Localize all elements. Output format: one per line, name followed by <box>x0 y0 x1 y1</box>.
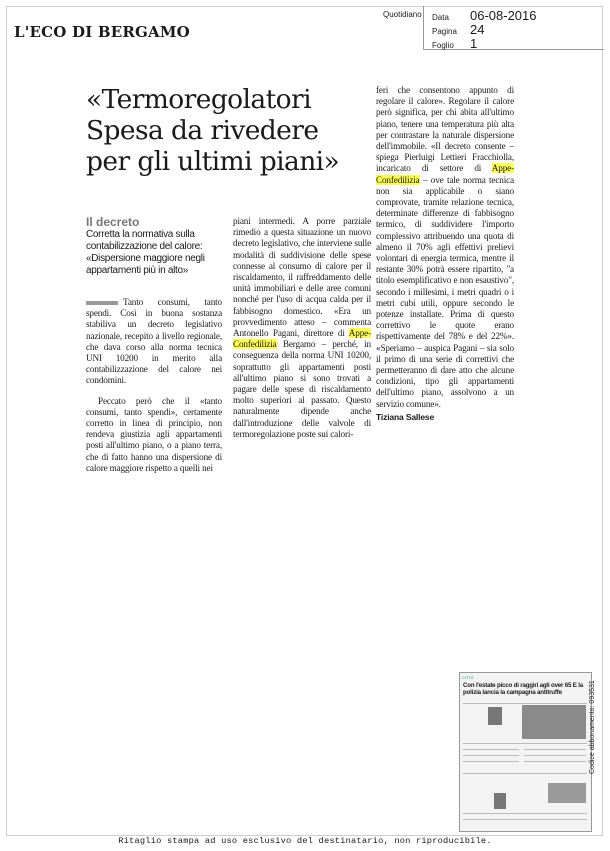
thumbnail-headline: Con l'estate picco di raggiri agli over 65 E la polizia lancia la campagna antitruffe <box>463 682 583 696</box>
footer-notice: Ritaglio stampa ad uso esclusivo del destinatario, non riproducibile. <box>118 836 492 846</box>
thumbnail-divider <box>524 761 586 762</box>
article-column-2 <box>233 216 371 440</box>
author-signature: Tiziana Sallese <box>376 411 435 422</box>
page-label: Pagina <box>432 27 457 36</box>
headline-line: «Termoregolatori <box>86 84 311 115</box>
page-thumbnail <box>459 672 592 832</box>
thumbnail-divider <box>463 749 519 750</box>
thumbnail-divider <box>524 749 586 750</box>
date-label: Data <box>432 13 449 22</box>
thumbnail-divider <box>463 819 587 820</box>
paragraph <box>86 297 222 387</box>
summary-line: «Dispersione maggiore negli <box>86 253 205 264</box>
subscription-code: Codice abbonamento: 093531 <box>589 680 596 774</box>
thumbnail-section-label: CITTÀ <box>462 675 474 680</box>
summary-line: contabilizzazione del calore: <box>86 241 203 252</box>
headline-line: Spesa da rivedere <box>86 115 319 146</box>
lead-rule <box>86 301 118 305</box>
headline-line: per gli ultimi piani» <box>86 146 340 177</box>
newspaper-masthead: L'ECO DI BERGAMO <box>14 23 190 41</box>
paragraph-text: Bergamo – perché, in conseguenza della norma UNI 10200, soprattutto gli appartamenti posti all'ultimo piano si sono trovati a pagare delle spese di riscaldamento molto superiori al passato. Questo naturalmente dipende anche dall'introduzione delle valvole di termoregolazione poste sui calori- <box>233 339 372 439</box>
thumbnail-divider <box>463 703 587 704</box>
sheet-label: Foglio <box>432 41 454 50</box>
thumbnail-photo <box>522 705 586 739</box>
thumbnail-divider <box>463 743 587 744</box>
article-column-1 <box>86 297 222 474</box>
thumbnail-photo <box>548 783 586 803</box>
article-column-3 <box>376 85 514 423</box>
article-headline <box>86 84 376 177</box>
paragraph-text: – ove tale norma tecnica non sia applicabile o siano comprovate, tramite relazione tecnica, determinate differenze di fabbisogno termico, di suddividere l'importo complessivo attribuendo una quota di almeno il 70% agli effettivi prelievi volontari di energia termica, mentre il restante 30% potrà essere ripartito, "a titolo esemplificativo e non esaustivo", secondo i millesimi, i metri quadri o i metri cubi utili, oppure secondo le potenze installate. Prima di questo correttivo le quote erano rispettivamente del 78% e del 22%». «Speriamo – auspica Pagani – sia solo il primo di una serie di correttivi che permetteranno di dare atto che alcune condizioni, tipo gli appartamenti dell'ultimo piano, assolvono a un servizio comune». <box>376 174 514 409</box>
paragraph-text: feri che consentono appunto di regolare il calore». Regolare il calore però significa, per chi abita all'ultimo piano, tenere una temperatura più alta per contrastare la naturale dispersione dell'immobile. «Il decreto consente – spiega Pierluigi Lettieri Fracchiolla, incaricato di settore di <box>376 85 514 174</box>
thumbnail-divider <box>463 813 587 814</box>
thumbnail-divider <box>463 755 519 756</box>
metadata-box <box>423 6 604 50</box>
article-summary <box>86 229 226 277</box>
highlighted-text: Appe-Confedilizia <box>233 328 371 350</box>
sheet-row <box>432 35 477 53</box>
thumbnail-photo <box>488 707 502 725</box>
paragraph: Peccato però che il «tanto consumi, tanto spendi», certamente corretto in linea di principio, non rendeva giustizia agli appartamenti posti all'ultimo piano, o a piano terra, che di fatto hanno una dispersione di calore maggiore rispetto a quelli nei <box>86 395 222 473</box>
summary-line: Corretta la normativa sulla <box>86 229 195 240</box>
thumbnail-divider <box>463 761 519 762</box>
thumbnail-photo <box>494 793 506 809</box>
paragraph <box>233 216 371 440</box>
publication-type: Quotidiano <box>383 10 422 19</box>
sheet-value: 1 <box>470 36 478 51</box>
highlighted-text: Appe-Confedilizia <box>376 163 515 185</box>
date-value: 06-08-2016 <box>470 8 537 23</box>
summary-line: appartamenti più in alto» <box>86 265 189 276</box>
page-value: 24 <box>470 22 485 37</box>
article-kicker: Il decreto <box>86 215 140 229</box>
thumbnail-divider <box>524 755 586 756</box>
paragraph-text: piani intermedi. A porre parziale rimedio a questa situazione un nuovo decreto legislativo, che interviene sulle modalità di suddivisione delle spese connesse al consumo di calore per il riscaldamento, il raffreddamento delle unità immobiliari e delle aree comuni nonché per l'uso di acqua calda per il fabbisogno domestico. «Era un provvedimento atteso – commenta Antonello Pagani, direttore di <box>233 216 371 339</box>
paragraph <box>376 85 514 410</box>
paragraph-text: Tanto consumi, tanto spendi. Così in buona sostanza stabiliva un decreto legislativo nazionale, recepito a livello regionale, che dava corso alla norma tecnica UNI 10200 in merito alla contabilizzazione del calore nei condomini. <box>86 297 222 386</box>
thumbnail-divider <box>463 773 587 774</box>
